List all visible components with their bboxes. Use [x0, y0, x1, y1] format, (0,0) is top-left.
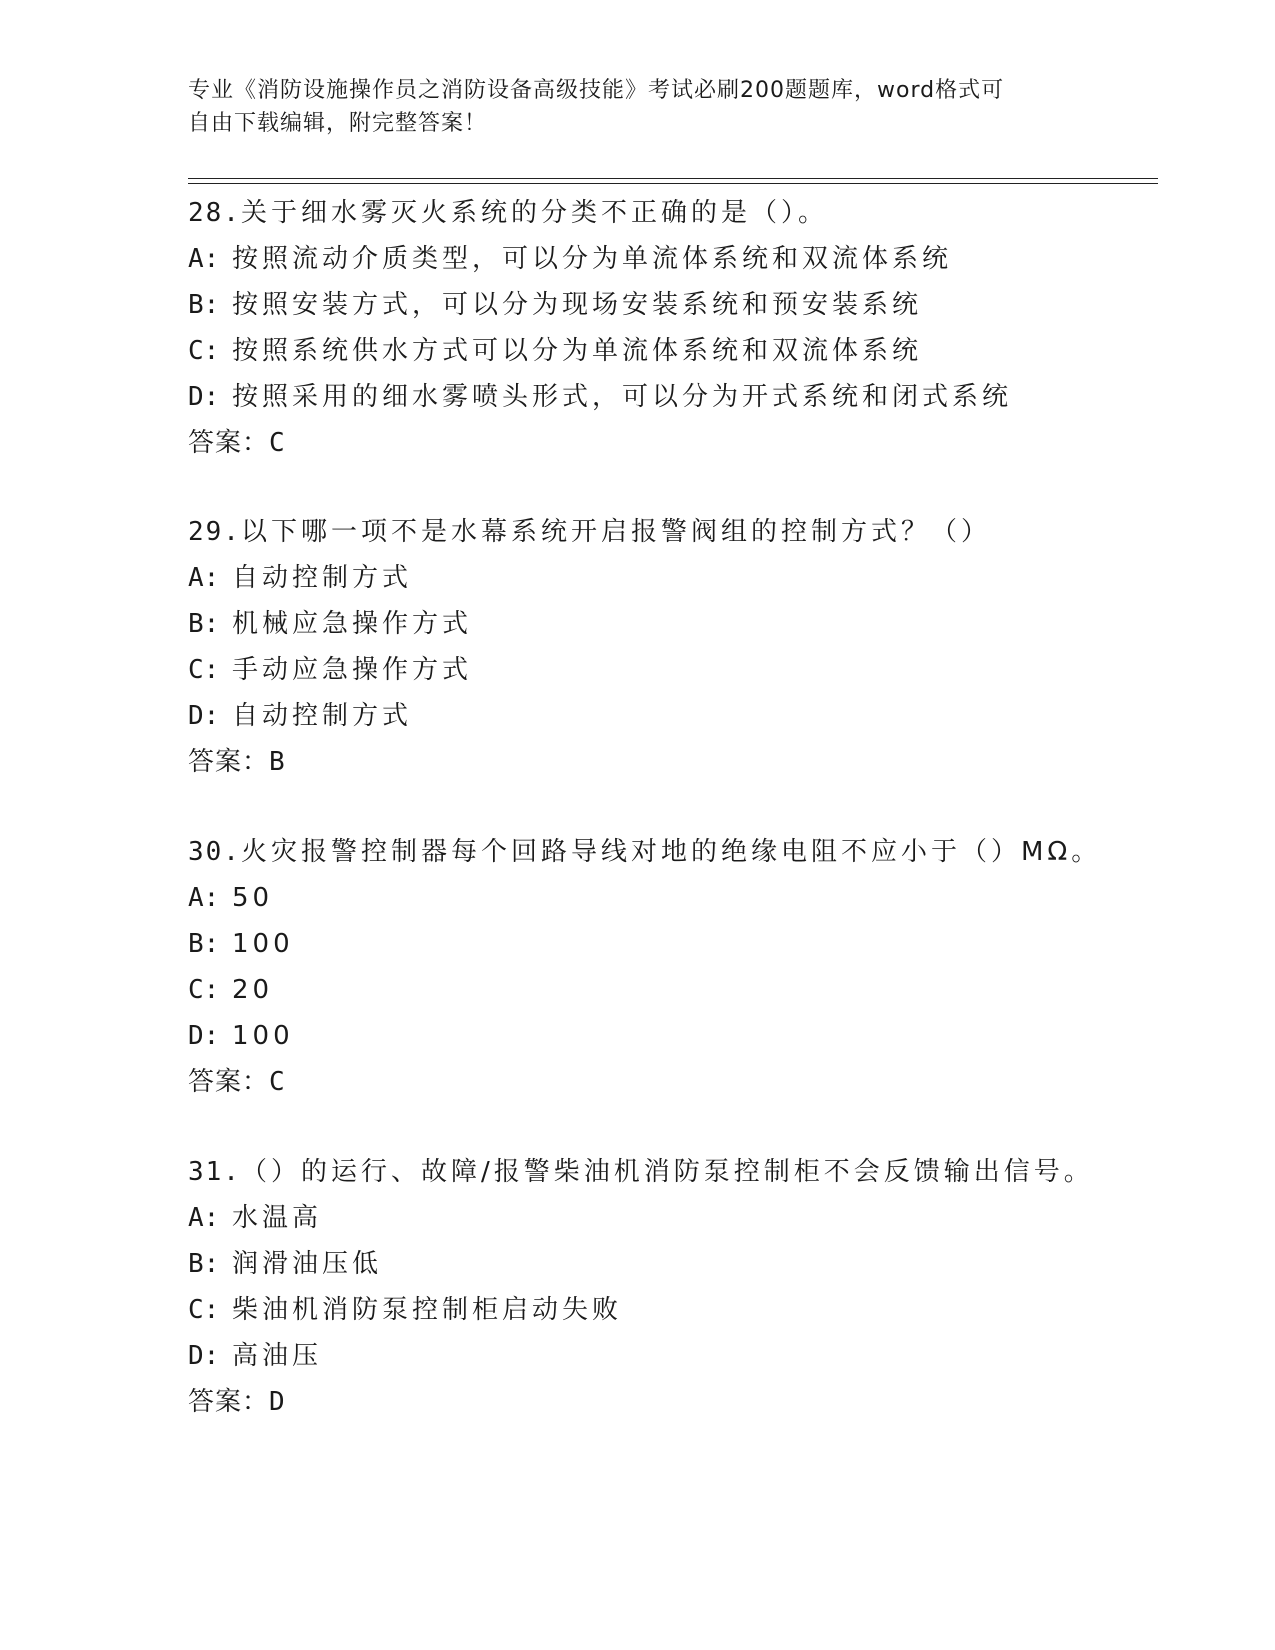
- question-stem: [188, 509, 1168, 555]
- question-text: 火灾报警控制器每个回路导线对地的绝缘电阻不应小于（）MΩ。: [240, 837, 1102, 867]
- option-c: [188, 967, 1168, 1013]
- answer-value: B: [269, 747, 286, 777]
- question-stem: [188, 190, 1168, 236]
- option-d: [188, 374, 1168, 420]
- option-label: A:: [188, 883, 220, 913]
- question-number: 28.: [188, 198, 241, 228]
- option-b: [188, 282, 1168, 328]
- option-d: [188, 1013, 1168, 1059]
- question-number: 31.: [188, 1157, 241, 1187]
- answer-label: 答案：: [188, 1387, 270, 1417]
- option-c: [188, 1287, 1168, 1333]
- question-stem: [188, 1149, 1168, 1195]
- answer-line: [188, 739, 1168, 785]
- document-header: [188, 74, 1088, 140]
- header-divider-top: [188, 178, 1158, 179]
- answer-value: C: [269, 428, 286, 458]
- option-text: 按照安装方式，可以分为现场安装系统和预安装系统: [232, 290, 923, 320]
- option-label: C:: [188, 1295, 220, 1325]
- option-c: [188, 328, 1168, 374]
- header-line-2: 自由下载编辑，附完整答案！: [188, 111, 488, 136]
- option-a: [188, 1195, 1168, 1241]
- option-label: A:: [188, 563, 220, 593]
- option-d: [188, 1333, 1168, 1379]
- answer-label: 答案：: [188, 1067, 270, 1097]
- option-label: D:: [188, 1021, 220, 1051]
- option-text: 20: [232, 975, 274, 1005]
- question-30: [188, 829, 1168, 1105]
- header-divider-bottom: [188, 183, 1158, 184]
- answer-label: 答案：: [188, 747, 270, 777]
- option-text: 按照采用的细水雾喷头形式，可以分为开式系统和闭式系统: [232, 382, 1013, 412]
- header-line-1: 专业《消防设施操作员之消防设备高级技能》考试必刷200题题库，word格式可: [188, 78, 1005, 103]
- answer-label: 答案：: [188, 428, 270, 458]
- question-text: （）的运行、故障/报警柴油机消防泵控制柜不会反馈输出信号。: [240, 1157, 1094, 1187]
- question-stem: [188, 829, 1168, 875]
- option-a: [188, 875, 1168, 921]
- answer-line: [188, 1059, 1168, 1105]
- option-text: 高油压: [232, 1341, 323, 1371]
- option-label: A:: [188, 1203, 220, 1233]
- option-label: B:: [188, 929, 220, 959]
- option-b: [188, 601, 1168, 647]
- option-text: 柴油机消防泵控制柜启动失败: [232, 1295, 623, 1325]
- question-number: 29.: [188, 517, 241, 547]
- question-number: 30.: [188, 837, 241, 867]
- option-b: [188, 1241, 1168, 1287]
- option-label: D:: [188, 701, 220, 731]
- answer-value: C: [269, 1067, 286, 1097]
- option-label: B:: [188, 609, 220, 639]
- question-31: [188, 1149, 1168, 1425]
- option-text: 按照流动介质类型，可以分为单流体系统和双流体系统: [232, 244, 953, 274]
- option-label: C:: [188, 655, 220, 685]
- option-a: [188, 555, 1168, 601]
- option-text: 手动应急操作方式: [232, 655, 473, 685]
- option-text: 自动控制方式: [232, 563, 413, 593]
- option-text: 100: [232, 1021, 294, 1051]
- option-text: 润滑油压低: [232, 1249, 383, 1279]
- option-b: [188, 921, 1168, 967]
- option-label: C:: [188, 336, 220, 366]
- option-label: D:: [188, 382, 220, 412]
- option-text: 自动控制方式: [232, 701, 413, 731]
- option-text: 机械应急操作方式: [232, 609, 473, 639]
- answer-value: D: [269, 1387, 286, 1417]
- option-text: 按照系统供水方式可以分为单流体系统和双流体系统: [232, 336, 923, 366]
- option-label: A:: [188, 244, 220, 274]
- option-a: [188, 236, 1168, 282]
- option-label: C:: [188, 975, 220, 1005]
- option-label: B:: [188, 290, 220, 320]
- answer-line: [188, 1379, 1168, 1425]
- question-text: 关于细水雾灭火系统的分类不正确的是（）。: [240, 198, 828, 228]
- option-label: B:: [188, 1249, 220, 1279]
- question-text: 以下哪一项不是水幕系统开启报警阀组的控制方式？（）: [240, 517, 991, 547]
- option-text: 50: [232, 883, 274, 913]
- question-28: [188, 190, 1168, 466]
- option-text: 水温高: [232, 1203, 323, 1233]
- answer-line: [188, 420, 1168, 466]
- option-text: 100: [232, 929, 294, 959]
- option-label: D:: [188, 1341, 220, 1371]
- option-c: [188, 647, 1168, 693]
- question-29: [188, 509, 1168, 785]
- option-d: [188, 693, 1168, 739]
